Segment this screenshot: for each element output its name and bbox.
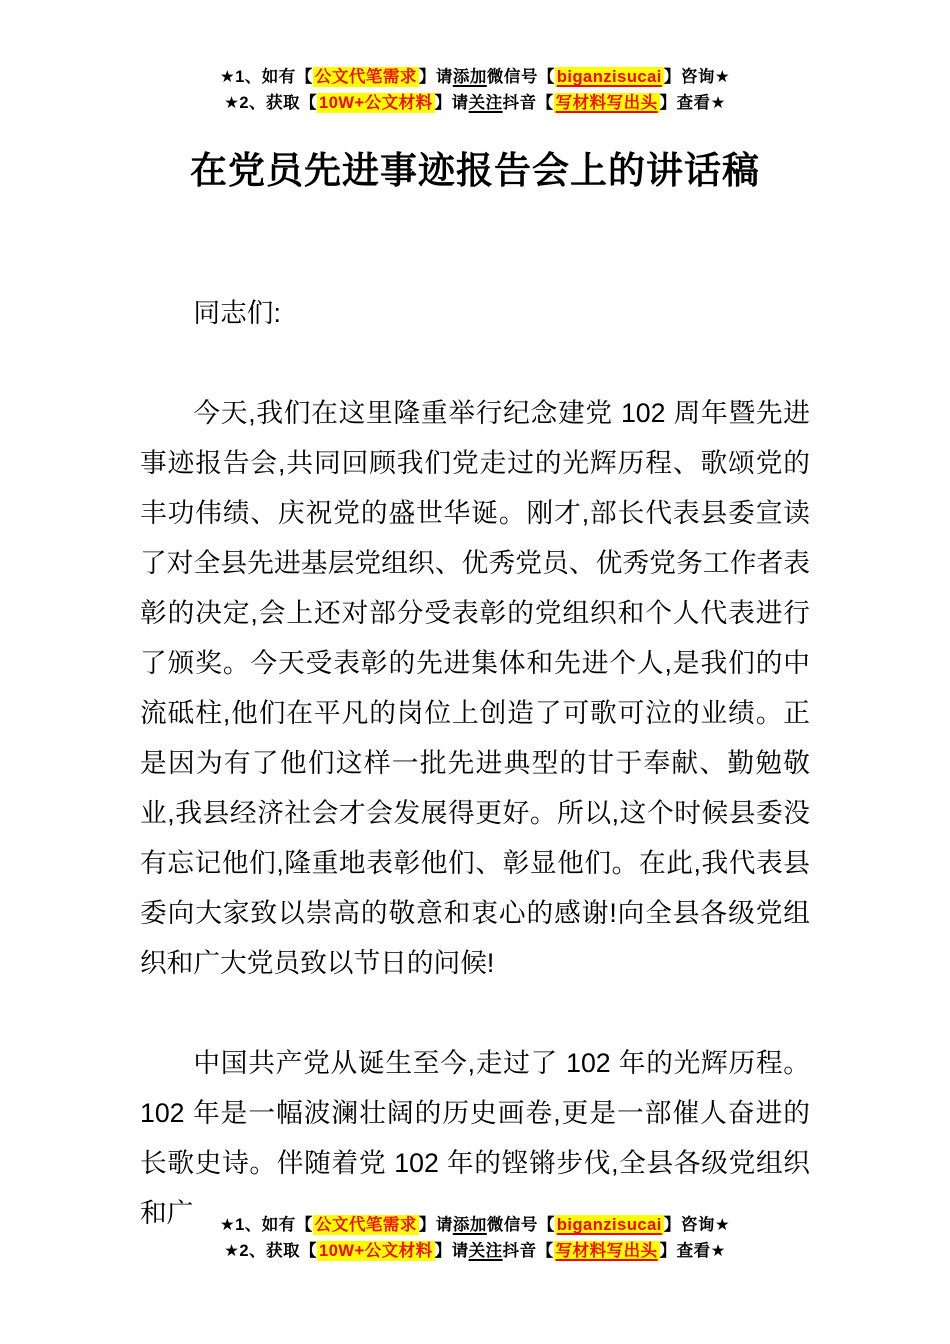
footer-promo-banner [0, 1212, 950, 1264]
promo-text: 关注 [468, 1242, 503, 1260]
promo-highlight-text: 写材料写出头 [555, 1242, 658, 1260]
promo-highlight-text: biganzisucai [556, 68, 662, 86]
promo-text: 添加 [452, 68, 487, 86]
promo-line [0, 1212, 950, 1238]
promo-highlight-text: 10W+公文材料 [319, 1242, 433, 1260]
promo-text: 】查看★ [659, 1242, 726, 1260]
promo-text: 关注 [468, 94, 503, 112]
page-title: 在党员先进事迹报告会上的讲话稿 [190, 150, 760, 191]
promo-text: 】查看★ [659, 94, 726, 112]
promo-line [0, 1238, 950, 1264]
body-paragraph: 今天,我们在这里隆重举行纪念建党 102 周年暨先进事迹报告会,共同回顾我们党走过的光辉历程、歌颂党的丰功伟绩、庆祝党的盛世华诞。刚才,部长代表县委宣读了对全县先进基层党组织、优秀党员、优秀党务工作者表彰的决定,会上还对部分受表彰的党组织和个人代表进行了颁奖。今天受表彰的先进集体和先进个人,是我们的中流砥柱,他们在平凡的岗位上创造了可歌可泣的业绩。正是因为有了他们这样一批先进典型的甘于奉献、勤勉敬业,我县经济社会才会发展得更好。所以,这个时候县委没有忘记他们,隆重地表彰他们、彰显他们。在此,我代表县委向大家致以崇高的敬意和衷心的感谢!向全县各级党组织和广大党员致以节日的问候! [140, 398, 810, 978]
promo-highlight-text: 公文代笔需求 [314, 1216, 417, 1234]
body-paragraph: 中国共产党从诞生至今,走过了 102 年的光辉历程。102 年是一幅波澜壮阔的历史画卷,更是一部催人奋进的长歌史诗。伴随着党 102 年的铿锵步伐,全县各级党组织和广 [140, 1048, 810, 1228]
promo-text: ★1、如有【 [219, 1216, 313, 1234]
promo-text: 】请 [434, 1242, 469, 1260]
promo-text: 微信号【 [486, 68, 555, 86]
document-body [140, 288, 810, 1238]
promo-text: 】请 [418, 68, 453, 86]
promo-text: 微信号【 [486, 1216, 555, 1234]
promo-text: 】咨询★ [663, 68, 731, 86]
promo-highlight-text: biganzisucai [556, 1216, 662, 1234]
promo-text: 添加 [452, 1216, 487, 1234]
promo-highlight-text: 10W+公文材料 [319, 94, 433, 112]
header-promo-banner [0, 0, 950, 116]
promo-text: ★1、如有【 [219, 68, 313, 86]
promo-highlight-text: 公文代笔需求 [314, 68, 417, 86]
promo-text: 抖音【 [502, 1242, 554, 1260]
promo-text: ★2、获取【 [224, 94, 318, 112]
promo-line [0, 90, 950, 116]
promo-text: 】请 [434, 94, 469, 112]
salutation-paragraph: 同志们: [193, 298, 281, 328]
promo-text: ★2、获取【 [224, 1242, 318, 1260]
promo-highlight-text: 写材料写出头 [555, 94, 658, 112]
promo-text: 】请 [418, 1216, 453, 1234]
promo-text: 】咨询★ [663, 1216, 731, 1234]
promo-text: 抖音【 [502, 94, 554, 112]
promo-line [0, 64, 950, 90]
